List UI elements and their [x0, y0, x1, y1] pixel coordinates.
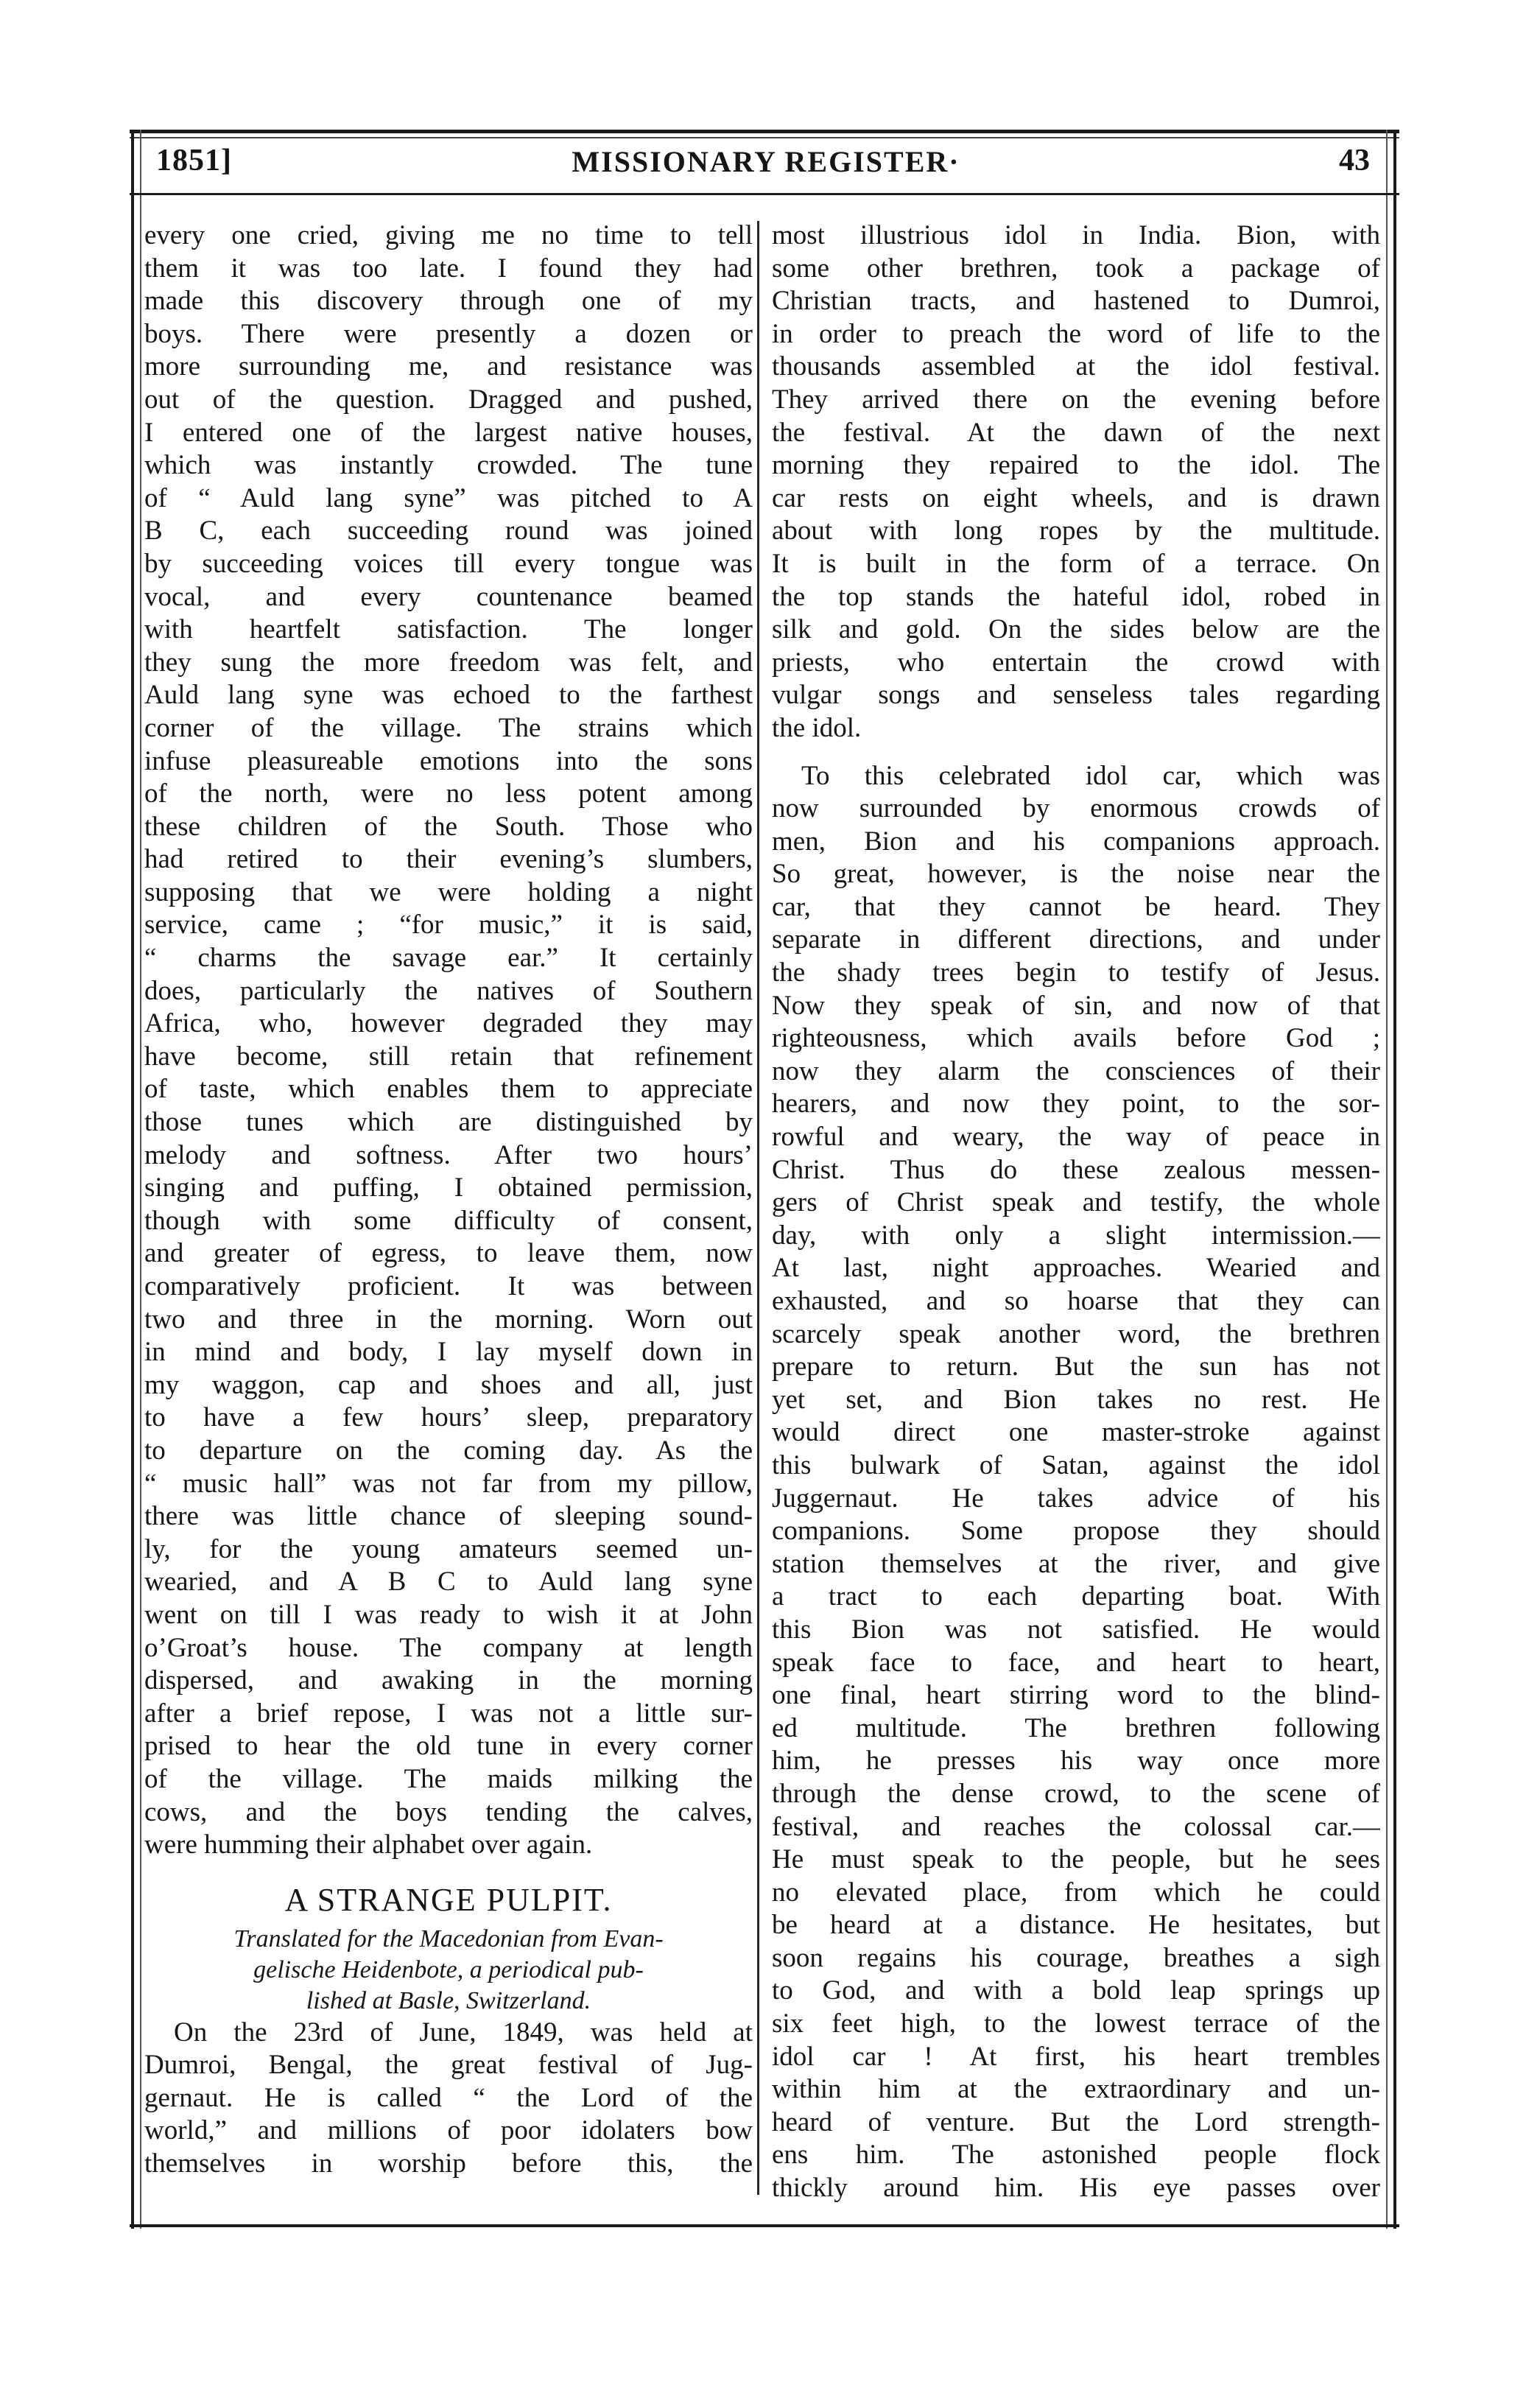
text-line: corner of the village. The strains which	[144, 712, 753, 743]
text-line: does, particularly the natives of Southern	[144, 975, 753, 1006]
text-line: with heartfelt satisfaction. The longer	[144, 614, 753, 645]
text-line: these children of the South. Those who	[144, 811, 753, 842]
text-line: exhausted, and so hoarse that they can	[772, 1286, 1380, 1316]
text-line: station themselves at the river, and give	[772, 1548, 1380, 1579]
left-paragraph-continued	[144, 219, 753, 1862]
text-line: after a brief repose, I was not a little sur-	[144, 1698, 753, 1729]
text-line: He must speak to the people, but he sees	[772, 1844, 1380, 1875]
text-line: them it was too late. I found they had	[144, 253, 753, 284]
text-line: To this celebrated idol car, which was	[801, 760, 1380, 791]
text-line: scarcely speak another word, the brethren	[772, 1318, 1380, 1349]
text-line: singing and puffing, I obtained permission,	[144, 1173, 753, 1203]
text-line: B C, each succeeding round was joined	[144, 516, 753, 546]
text-line: most illustrious idol in India. Bion, with	[772, 220, 1380, 250]
left-border-rule	[131, 130, 134, 2229]
right-border-rule	[1393, 130, 1396, 2229]
text-line: out of the question. Dragged and pushed,	[144, 384, 753, 415]
text-line: car rests on eight wheels, and is drawn	[772, 482, 1380, 513]
text-line: of the north, were no less potent among	[144, 779, 753, 809]
text-line: by succeeding voices till every tongue was	[144, 548, 753, 579]
text-line: the top stands the hateful idol, robed in	[772, 581, 1380, 612]
text-line: speak face to face, and heart to heart,	[772, 1647, 1380, 1678]
right-paragraph-idol	[772, 219, 1380, 745]
text-line: which was instantly crowded. The tune	[144, 450, 753, 481]
text-line: morning they repaired to the idol. The	[772, 450, 1380, 481]
text-line: though with some difficulty of consent,	[144, 1205, 753, 1236]
text-line: soon regains his courage, breathes a sigh	[772, 1942, 1380, 1973]
right-column	[772, 219, 1380, 2205]
text-line: “ music hall” was not far from my pillow,	[144, 1468, 753, 1499]
text-line: prepare to return. But the sun has not	[772, 1352, 1380, 1382]
text-line: So great, however, is the noise near the	[772, 859, 1380, 890]
text-line: silk and gold. On the sides below are the	[772, 614, 1380, 645]
text-line: themselves in worship before this, the	[144, 2148, 753, 2179]
text-line: dispersed, and awaking in the morning	[144, 1665, 753, 1696]
section-subheading	[144, 1924, 753, 2017]
text-line: companions. Some propose they should	[772, 1516, 1380, 1547]
text-line: of taste, which enables them to appreciate	[144, 1074, 753, 1105]
right-border-rule-inner	[1386, 130, 1388, 2229]
text-line: a tract to each departing boat. With	[772, 1581, 1380, 1612]
text-line: every one cried, giving me no time to tell	[144, 220, 753, 250]
text-line: gernaut. He is called “ the Lord of the	[144, 2082, 753, 2113]
text-line: idol car ! At first, his heart trembles	[772, 2041, 1380, 2072]
section-heading: A STRANGE PULPIT.	[284, 1881, 613, 1918]
text-line: priests, who entertain the crowd with	[772, 647, 1380, 678]
text-line: through the dense crowd, to the scene of	[772, 1778, 1380, 1809]
text-line: infuse pleasureable emotions into the sons	[144, 745, 753, 776]
text-line: melody and softness. After two hours’	[144, 1139, 753, 1170]
text-line: day, with only a slight intermission.—	[772, 1220, 1380, 1251]
text-line: were humming their alphabet over again.	[144, 1830, 593, 1860]
text-line: two and three in the morning. Worn out	[144, 1304, 753, 1335]
text-line: cows, and the boys tending the calves,	[144, 1796, 753, 1827]
left-column	[144, 219, 753, 2181]
text-line: world,” and millions of poor idolaters bow	[144, 2115, 753, 2146]
text-line: It is built in the form of a terrace. On	[772, 548, 1380, 579]
text-line: thousands assembled at the idol festival.	[772, 351, 1380, 382]
text-line: I entered one of the largest native houses,	[144, 417, 753, 448]
text-line: have become, still retain that refinement	[144, 1041, 753, 1072]
text-line: hearers, and now they point, to the sor-	[772, 1089, 1380, 1120]
text-line: went on till I was ready to wish it at John	[144, 1599, 753, 1630]
text-line: Now they speak of sin, and now of that	[772, 990, 1380, 1021]
text-line: to God, and with a bold leap springs up	[772, 1975, 1380, 2006]
bottom-border-rule	[130, 2224, 1399, 2227]
text-line: Juggernaut. He takes advice of his	[772, 1483, 1380, 1514]
text-line: within him at the extraordinary and un-	[772, 2074, 1380, 2105]
text-line: in order to preach the word of life to the	[772, 318, 1380, 349]
text-line: my waggon, cap and shoes and all, just	[144, 1369, 753, 1400]
text-line: ly, for the young amateurs seemed un-	[144, 1533, 753, 1564]
text-line: would direct one master-stroke against	[772, 1417, 1380, 1448]
left-paragraph-festival	[144, 2017, 753, 2181]
text-line: “ charms the savage ear.” It certainly	[144, 943, 753, 974]
text-line: Auld lang syne was echoed to the farthest	[144, 680, 753, 711]
text-line: to have a few hours’ sleep, preparatory	[144, 1402, 753, 1433]
text-line: vulgar songs and senseless tales regarding	[772, 680, 1380, 711]
header-year: 1851]	[156, 144, 232, 178]
text-line: ens him. The astonished people flock	[772, 2140, 1380, 2171]
text-line: Christ. Thus do these zealous messen-	[772, 1154, 1380, 1185]
text-line: supposing that we were holding a night	[144, 876, 753, 907]
text-line: in mind and body, I lay myself down in	[144, 1337, 753, 1368]
text-line: vocal, and every countenance beamed	[144, 581, 753, 612]
page-number: 43	[1339, 144, 1370, 178]
text-line: the shady trees begin to testify of Jesus.	[772, 957, 1380, 988]
text-line: the festival. At the dawn of the next	[772, 417, 1380, 448]
text-line: now they alarm the consciences of their	[772, 1055, 1380, 1086]
text-line: now surrounded by enormous crowds of	[772, 793, 1380, 824]
subheading-line: gelische Heidenbote, a periodical pub-	[253, 1955, 644, 1983]
text-line: gers of Christ speak and testify, the whole	[772, 1187, 1380, 1218]
text-line: Dumroi, Bengal, the great festival of Jug-	[144, 2050, 753, 2081]
text-line: yet set, and Bion takes no rest. He	[772, 1384, 1380, 1415]
text-line: service, came ; “for music,” it is said,	[144, 910, 753, 941]
text-line: and greater of egress, to leave them, now	[144, 1238, 753, 1269]
text-line: On the 23rd of June, 1849, was held at	[174, 2017, 753, 2048]
text-line: some other brethren, took a package of	[772, 253, 1380, 284]
text-line: rowful and weary, the way of peace in	[772, 1122, 1380, 1153]
text-line: to departure on the coming day. As the	[144, 1435, 753, 1466]
spacer	[772, 745, 1380, 760]
text-line: the idol.	[772, 712, 862, 743]
text-line: about with long ropes by the multitude.	[772, 516, 1380, 546]
text-line: car, that they cannot be heard. They	[772, 891, 1380, 922]
text-line: wearied, and A B C to Auld lang syne	[144, 1567, 753, 1598]
text-line: of the village. The maids milking the	[144, 1763, 753, 1794]
text-line: more surrounding me, and resistance was	[144, 351, 753, 382]
subheading-line: lished at Basle, Switzerland.	[306, 1986, 591, 2014]
text-line: comparatively proficient. It was between	[144, 1271, 753, 1301]
text-line: thickly around him. His eye passes over	[772, 2173, 1380, 2204]
text-line: this bulwark of Satan, against the idol	[772, 1449, 1380, 1480]
text-line: him, he presses his way once more	[772, 1746, 1380, 1776]
text-line: heard of venture. But the Lord strength-	[772, 2106, 1380, 2137]
text-line: separate in different directions, and under	[772, 924, 1380, 955]
text-line: o’Groat’s house. The company at length	[144, 1632, 753, 1663]
text-line: Christian tracts, and hastened to Dumroi,	[772, 286, 1380, 317]
header-rule	[130, 193, 1399, 195]
spacer	[144, 1862, 753, 1877]
text-line: six feet high, to the lowest terrace of the	[772, 2008, 1380, 2039]
text-line: boys. There were presently a dozen or	[144, 318, 753, 349]
text-line: one final, heart stirring word to the blind-	[772, 1680, 1380, 1711]
text-line: men, Bion and his companions approach.	[772, 826, 1380, 857]
text-line: ed multitude. The brethren following	[772, 1712, 1380, 1743]
column-divider	[757, 221, 759, 2195]
text-line: this Bion was not satisfied. He would	[772, 1614, 1380, 1645]
left-border-rule-inner	[140, 130, 141, 2229]
text-line: made this discovery through one of my	[144, 286, 753, 317]
text-line: righteousness, which avails before God ;	[772, 1023, 1380, 1054]
top-border-rule-inner	[130, 137, 1399, 138]
top-border-rule	[130, 130, 1399, 133]
subheading-line: Translated for the Macedonian from Evan-	[233, 1925, 664, 1953]
running-head	[140, 140, 1392, 190]
text-line: those tunes which are distinguished by	[144, 1107, 753, 1138]
text-line: no elevated place, from which he could	[772, 1877, 1380, 1908]
text-line: be heard at a distance. He hesitates, but	[772, 1910, 1380, 1941]
right-paragraph-car	[772, 760, 1380, 2205]
text-line: they sung the more freedom was felt, and	[144, 647, 753, 678]
text-line: They arrived there on the evening before	[772, 384, 1380, 415]
text-line: of “ Auld lang syne” was pitched to A	[144, 482, 753, 513]
text-line: prised to hear the old tune in every corner	[144, 1731, 753, 1762]
text-line: had retired to their evening’s slumbers,	[144, 844, 753, 875]
header-title: MISSIONARY REGISTER·	[572, 145, 960, 178]
text-line: Africa, who, however degraded they may	[144, 1008, 753, 1039]
text-line: festival, and reaches the colossal car.—	[772, 1811, 1380, 1842]
text-line: there was little chance of sleeping sound-	[144, 1501, 753, 1532]
text-line: At last, night approaches. Wearied and	[772, 1253, 1380, 1284]
